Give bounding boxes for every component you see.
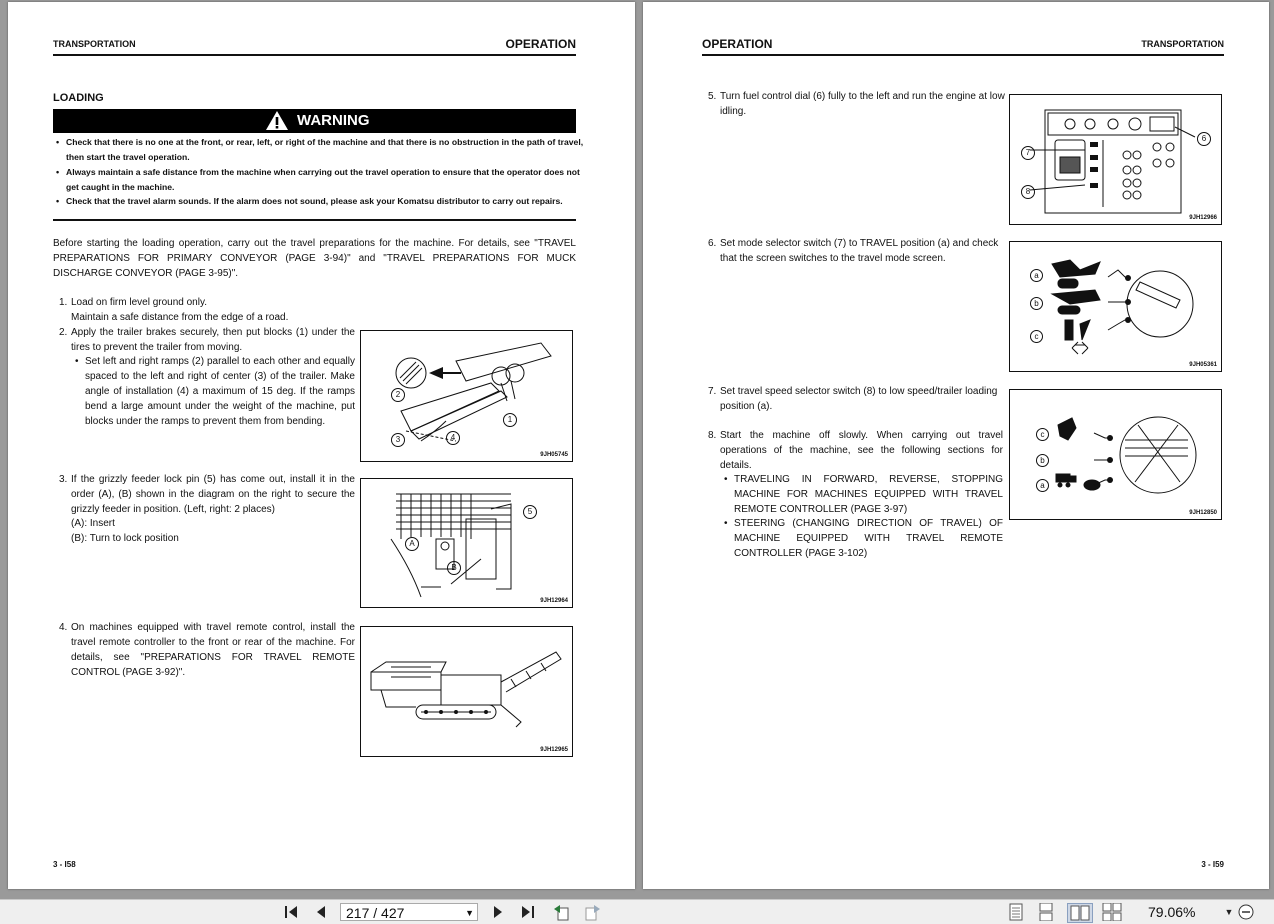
prev-view-icon[interactable] [552, 903, 570, 921]
figure-code: 9JH12964 [540, 598, 568, 604]
figure-code: 9JH12965 [540, 747, 568, 753]
callout-label: 4 [446, 431, 460, 445]
figure-speed-selector [1009, 389, 1222, 520]
bullet-dot: • [56, 137, 60, 147]
step-number: 7. [708, 386, 717, 397]
step-text: Turn fuel control dial (6) fully to the left and run the engine at low idling. [720, 91, 1005, 117]
step-text: If the grizzly feeder lock pin (5) has come out, install it in the order (A), (B) shown in the diagram on the right to secure the grizzly feeder in position. (Left, right: 2 places) [71, 474, 355, 515]
running-header-left: TRANSPORTATION [53, 39, 136, 49]
step-text: Maintain a safe distance from the edge of a road. [71, 312, 289, 323]
step-bullet-text: STEERING (CHANGING DIRECTION OF TRAVEL) OF MACHINE EQUIPPED WITH TRAVEL REMOTE CONTROLLER (PAGE 3-102) [734, 518, 1003, 559]
page-number-input[interactable] [340, 903, 478, 921]
warning-item: get caught in the machine. [66, 182, 175, 192]
lock-pin-illustration [361, 479, 572, 607]
continuous-icon[interactable] [1037, 903, 1055, 921]
bullet-dot: • [56, 196, 60, 206]
step-number: 8. [708, 430, 717, 441]
step-text: Start the machine off slowly. When carrying out travel operations of the machine, see the following sections for details. [720, 430, 1003, 471]
zoom-dropdown-icon[interactable]: ▼ [1224, 907, 1234, 917]
running-header-right: OPERATION [505, 37, 576, 51]
last-page-icon[interactable] [519, 903, 537, 921]
prev-page-icon[interactable] [312, 903, 330, 921]
warning-banner [53, 109, 576, 133]
callout-label: 3 [391, 433, 405, 447]
warning-item: Always maintain a safe distance from the machine when carrying out the travel operation to ensure that the operator does not [66, 167, 580, 177]
step-text: Apply the trailer brakes securely, then put blocks (1) under the tires to prevent the trailer from moving. [71, 327, 355, 353]
zoom-out-icon[interactable] [1237, 903, 1255, 921]
callout-label: B [447, 561, 461, 575]
figure-code: 9JH05745 [540, 452, 568, 458]
zoom-level[interactable]: 79.06% [1148, 904, 1196, 920]
step-text: Load on firm level ground only. [71, 297, 208, 308]
section-title: LOADING [53, 92, 104, 104]
figure-code: 9JH12966 [1189, 215, 1217, 221]
callout-label: b [1030, 297, 1043, 310]
warning-triangle-icon [265, 110, 289, 131]
document-page-left [8, 2, 635, 889]
callout-label: c [1036, 428, 1049, 441]
step-text: Set mode selector switch (7) to TRAVEL position (a) and check that the screen switches to the travel mode screen. [720, 238, 999, 264]
bullet-dot: • [724, 518, 728, 529]
bullet-dot: • [724, 474, 728, 485]
step-number: 6. [708, 238, 717, 249]
page-number: 3 - I58 [53, 860, 76, 869]
running-header-right: TRANSPORTATION [1141, 39, 1224, 49]
header-rule [702, 54, 1224, 56]
figure-code: 9JH12850 [1189, 510, 1217, 516]
callout-label: a [1030, 269, 1043, 282]
next-page-icon[interactable] [489, 903, 507, 921]
figure-lock-pin [360, 478, 573, 608]
header-rule [53, 54, 576, 56]
warning-item: Check that the travel alarm sounds. If the alarm does not sound, please ask your Komatsu distributor to carry out repairs. [66, 196, 563, 206]
callout-label: 6 [1197, 132, 1211, 146]
figure-code: 9JH05361 [1189, 362, 1217, 368]
step-bullet-text: Set left and right ramps (2) parallel to each other and equally spaced to the left and right of center (3) of the trailer. Make angle of installation (4) a maximum of 15 deg. If the ramps bend a large amount under the weight of the machine, put blocks under the ramps to prevent them from bending. [85, 356, 355, 427]
first-page-icon[interactable] [282, 903, 300, 921]
figure-machine-side [360, 626, 573, 757]
figure-ramp-loading [360, 330, 573, 462]
warning-item: Check that there is no one at the front, or rear, left, or right of the machine and that there is no obstruction in the path of travel, [66, 137, 584, 147]
warning-title: WARNING [297, 112, 370, 129]
continuous-facing-icon[interactable] [1101, 903, 1123, 921]
step-number: 4. [59, 622, 68, 633]
callout-label: b [1036, 454, 1049, 467]
step-number: 5. [708, 91, 717, 102]
callout-label: 5 [523, 505, 537, 519]
callout-label: 2 [391, 388, 405, 402]
step-text: (A): Insert [71, 518, 115, 529]
document-page-right [643, 2, 1269, 889]
callout-label: c [1030, 330, 1043, 343]
warning-rule [53, 219, 576, 221]
machine-illustration [361, 627, 572, 756]
page-number: 3 - I59 [1201, 860, 1224, 869]
next-view-icon[interactable] [584, 903, 602, 921]
warning-item: then start the travel operation. [66, 152, 190, 162]
callout-label: 7 [1021, 146, 1035, 160]
intro-paragraph: Before starting the loading operation, carry out the travel preparations for the machine. For details, see "TRAVEL PREPARATIONS FOR PRIMARY CONVEYOR (PAGE 3-94)" and "TRAVEL PREPARATIONS FOR MUCK DISCHARGE CONVEYOR (PAGE 3-95)". [53, 238, 576, 279]
single-page-icon[interactable] [1007, 903, 1025, 921]
step-number: 3. [59, 474, 68, 485]
chevron-down-icon[interactable]: ▼ [465, 908, 474, 918]
callout-label: 8 [1021, 185, 1035, 199]
bullet-dot: • [56, 167, 60, 177]
panel-illustration [1010, 95, 1221, 224]
callout-label: 1 [503, 413, 517, 427]
bullet-dot: • [75, 356, 79, 367]
step-bullet-text: TRAVELING IN FORWARD, REVERSE, STOPPING MACHINE FOR MACHINES EQUIPPED WITH TRAVEL REMOTE CONTROLLER (PAGE 3-97) [734, 474, 1003, 515]
viewer-toolbar [0, 899, 1274, 924]
callout-label: A [405, 537, 419, 551]
step-number: 1. [59, 297, 68, 308]
callout-label: a [1036, 479, 1049, 492]
running-header-left: OPERATION [702, 37, 773, 51]
page-number-value: 217 / 427 [346, 905, 405, 921]
figure-control-panel [1009, 94, 1222, 225]
step-text: On machines equipped with travel remote control, install the travel remote controller to the front or rear of the machine. For details, see "PREPARATIONS FOR TRAVEL REMOTE CONTROL (PAGE 3-92)". [71, 622, 355, 678]
step-number: 2. [59, 327, 68, 338]
facing-icon[interactable] [1067, 903, 1093, 923]
figure-mode-selector [1009, 241, 1222, 372]
step-text: Set travel speed selector switch (8) to low speed/trailer loading position (a). [720, 386, 998, 412]
step-text: (B): Turn to lock position [71, 533, 179, 544]
